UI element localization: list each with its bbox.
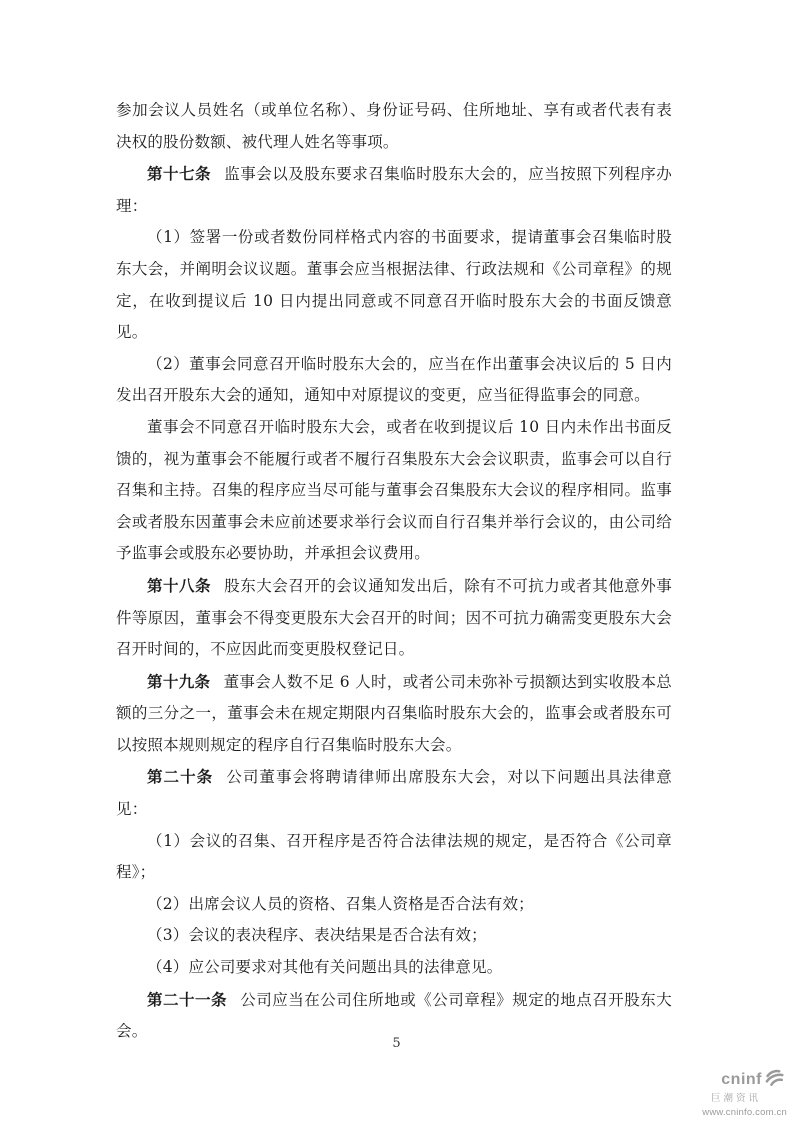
article-paragraph: 第二十条 公司董事会将聘请律师出席股东大会，对以下问题出具法律意见： bbox=[116, 767, 672, 819]
cninfo-brand-row bbox=[687, 1068, 785, 1092]
page-number: 5 bbox=[392, 1036, 401, 1051]
paragraph: （2）出席会议人员的资格、召集人资格是否合法有效； bbox=[147, 894, 534, 913]
cninfo-logo bbox=[687, 1068, 787, 1117]
paragraph: （1）会议的召集、召开程序是否符合法律法规的规定，是否符合《公司章程》； bbox=[116, 831, 672, 882]
article-number: 第二十条 bbox=[147, 767, 214, 787]
article-paragraph: 第十七条 监事会以及股东要求召集临时股东大会的，应当按照下列程序办理： bbox=[116, 164, 672, 215]
article-paragraph: 第十九条 董事会人数不足 6 人时，或者公司未弥补亏损额达到实收股本总额的三分之一，董事会未在规定期限内召集临时股东大会的，监事会或者股东可以按照本规则规定的程序自行召集临时股东大会。 bbox=[116, 671, 672, 754]
cninfo-brand-text: cninf bbox=[721, 1071, 762, 1088]
article-number: 第十九条 bbox=[147, 671, 211, 691]
article-paragraph: 第二十一条 公司应当在公司住所地或《公司章程》规定的地点召开股东大会。 bbox=[116, 989, 672, 1041]
article-number: 第二十一条 bbox=[147, 989, 228, 1009]
cninfo-url: www.cninfo.com.cn bbox=[702, 1106, 787, 1118]
paragraph: （3）会议的表决程序、表决结果是否合法有效； bbox=[147, 926, 487, 945]
article-number: 第十八条 bbox=[147, 575, 212, 595]
cninfo-chinese-name: 巨潮资讯 bbox=[710, 1093, 761, 1104]
article-number: 第十七条 bbox=[147, 164, 212, 184]
paragraph: 董事会不同意召开临时股东大会，或者在收到提议后 10 日内未作出书面反馈的，视为董事会不能履行或者不履行召集股东大会会议职责，监事会可以自行召集和主持。召集的程序应当尽可能与董事会召集股东大会议的程序相同。监事会或者股东因董事会未应前述要求举行会议而自行召集并举行会议的，由公司给予监事会或股东必要协助，并承担会议费用。 bbox=[116, 417, 672, 563]
cninfo-swirl-icon bbox=[763, 1068, 785, 1092]
paragraph: （2）董事会同意召开临时股东大会的，应当在作出董事会决议后的 5 日内发出召开股东大会的通知，通知中对原提议的变更，应当征得监事会的同意。 bbox=[116, 354, 672, 405]
paragraph: 参加会议人员姓名（或单位名称）、身份证号码、住所地址、享有或者代表有表决权的股份数额、被代理人姓名等事项。 bbox=[116, 101, 672, 151]
document-body bbox=[116, 95, 672, 1048]
article-paragraph: 第十八条 股东大会召开的会议通知发出后，除有不可抗力或者其他意外事件等原因，董事会不得变更股东大会召开的时间；因不可抗力确需变更股东大会召开时间的，不应因此而变更股权登记日。 bbox=[116, 575, 672, 659]
paragraph: （1）签署一份或者数份同样格式内容的书面要求，提请董事会召集临时股东大会，并阐明会议议题。董事会应当根据法律、行政法规和《公司章程》的规定，在收到提议后 10 日内提出同意或不同意召开临时股东大会的书面反馈意见。 bbox=[116, 228, 672, 342]
paragraph: （4）应公司要求对其他有关问题出具的法律意见。 bbox=[147, 958, 503, 977]
